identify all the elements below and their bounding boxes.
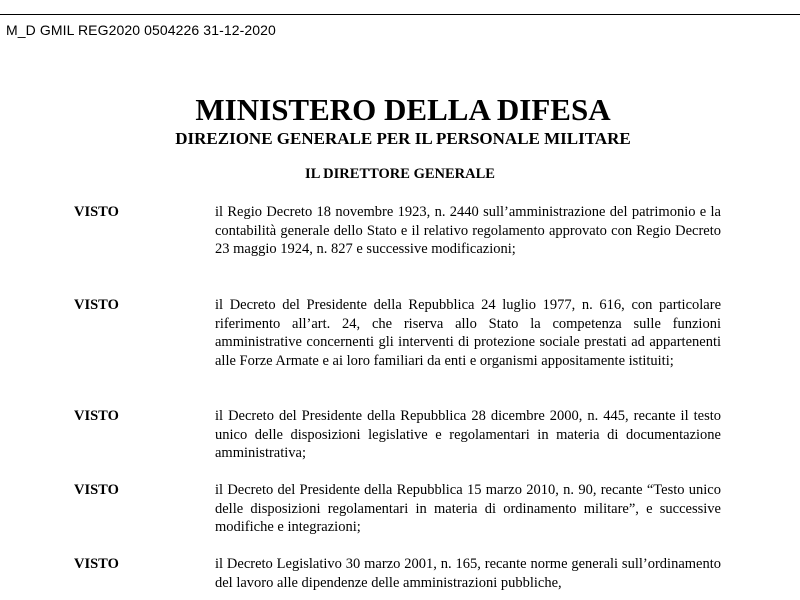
clause-text: il Regio Decreto 18 novembre 1923, n. 2440 sull’amministrazione del patrimonio e la contabilità generale dello Stato e il relativo regolamento approvato con Regio Decreto 23 maggio 1924, n. 827 e successive modificazioni; xyxy=(215,204,721,257)
clause-text: il Decreto del Presidente della Repubblica 15 marzo 2010, n. 90, recante “Testo unico delle disposizioni regolamentari in materia di ordinamento militare”, e successive modifiche e integrazioni; xyxy=(215,482,721,535)
clause-keyword: VISTO xyxy=(74,482,119,498)
clause-text: il Decreto del Presidente della Repubblica 28 dicembre 2000, n. 445, recante il testo unico delle disposizioni legislative e regolamentari in materia di documentazione amministrativa; xyxy=(215,408,721,461)
clause-keyword: VISTO xyxy=(74,204,119,220)
clause-keyword: VISTO xyxy=(74,297,119,313)
header-rule xyxy=(0,14,800,15)
clause-keyword: VISTO xyxy=(74,556,119,572)
protocol-number: M_D GMIL REG2020 0504226 31-12-2020 xyxy=(6,22,276,38)
director-heading: IL DIRETTORE GENERALE xyxy=(305,166,495,182)
directorate-subtitle: DIREZIONE GENERALE PER IL PERSONALE MILITARE xyxy=(175,129,631,148)
ministry-title: MINISTERO DELLA DIFESA xyxy=(195,92,611,127)
clause-text: il Decreto Legislativo 30 marzo 2001, n. 165, recante norme generali sull’ordinamento del lavoro alle dipendenze delle amministrazioni pubbliche, xyxy=(215,556,721,591)
clause-text: il Decreto del Presidente della Repubblica 24 luglio 1977, n. 616, con particolare riferimento all’art. 24, che riserva allo Stato la competenza sulle funzioni amministrative concernenti gli interventi di protezione sociale prestati ad appartenenti alle Forze Armate e ai loro familiari da enti e organismi appositamente istituiti; xyxy=(215,297,721,369)
clause-keyword: VISTO xyxy=(74,408,119,424)
